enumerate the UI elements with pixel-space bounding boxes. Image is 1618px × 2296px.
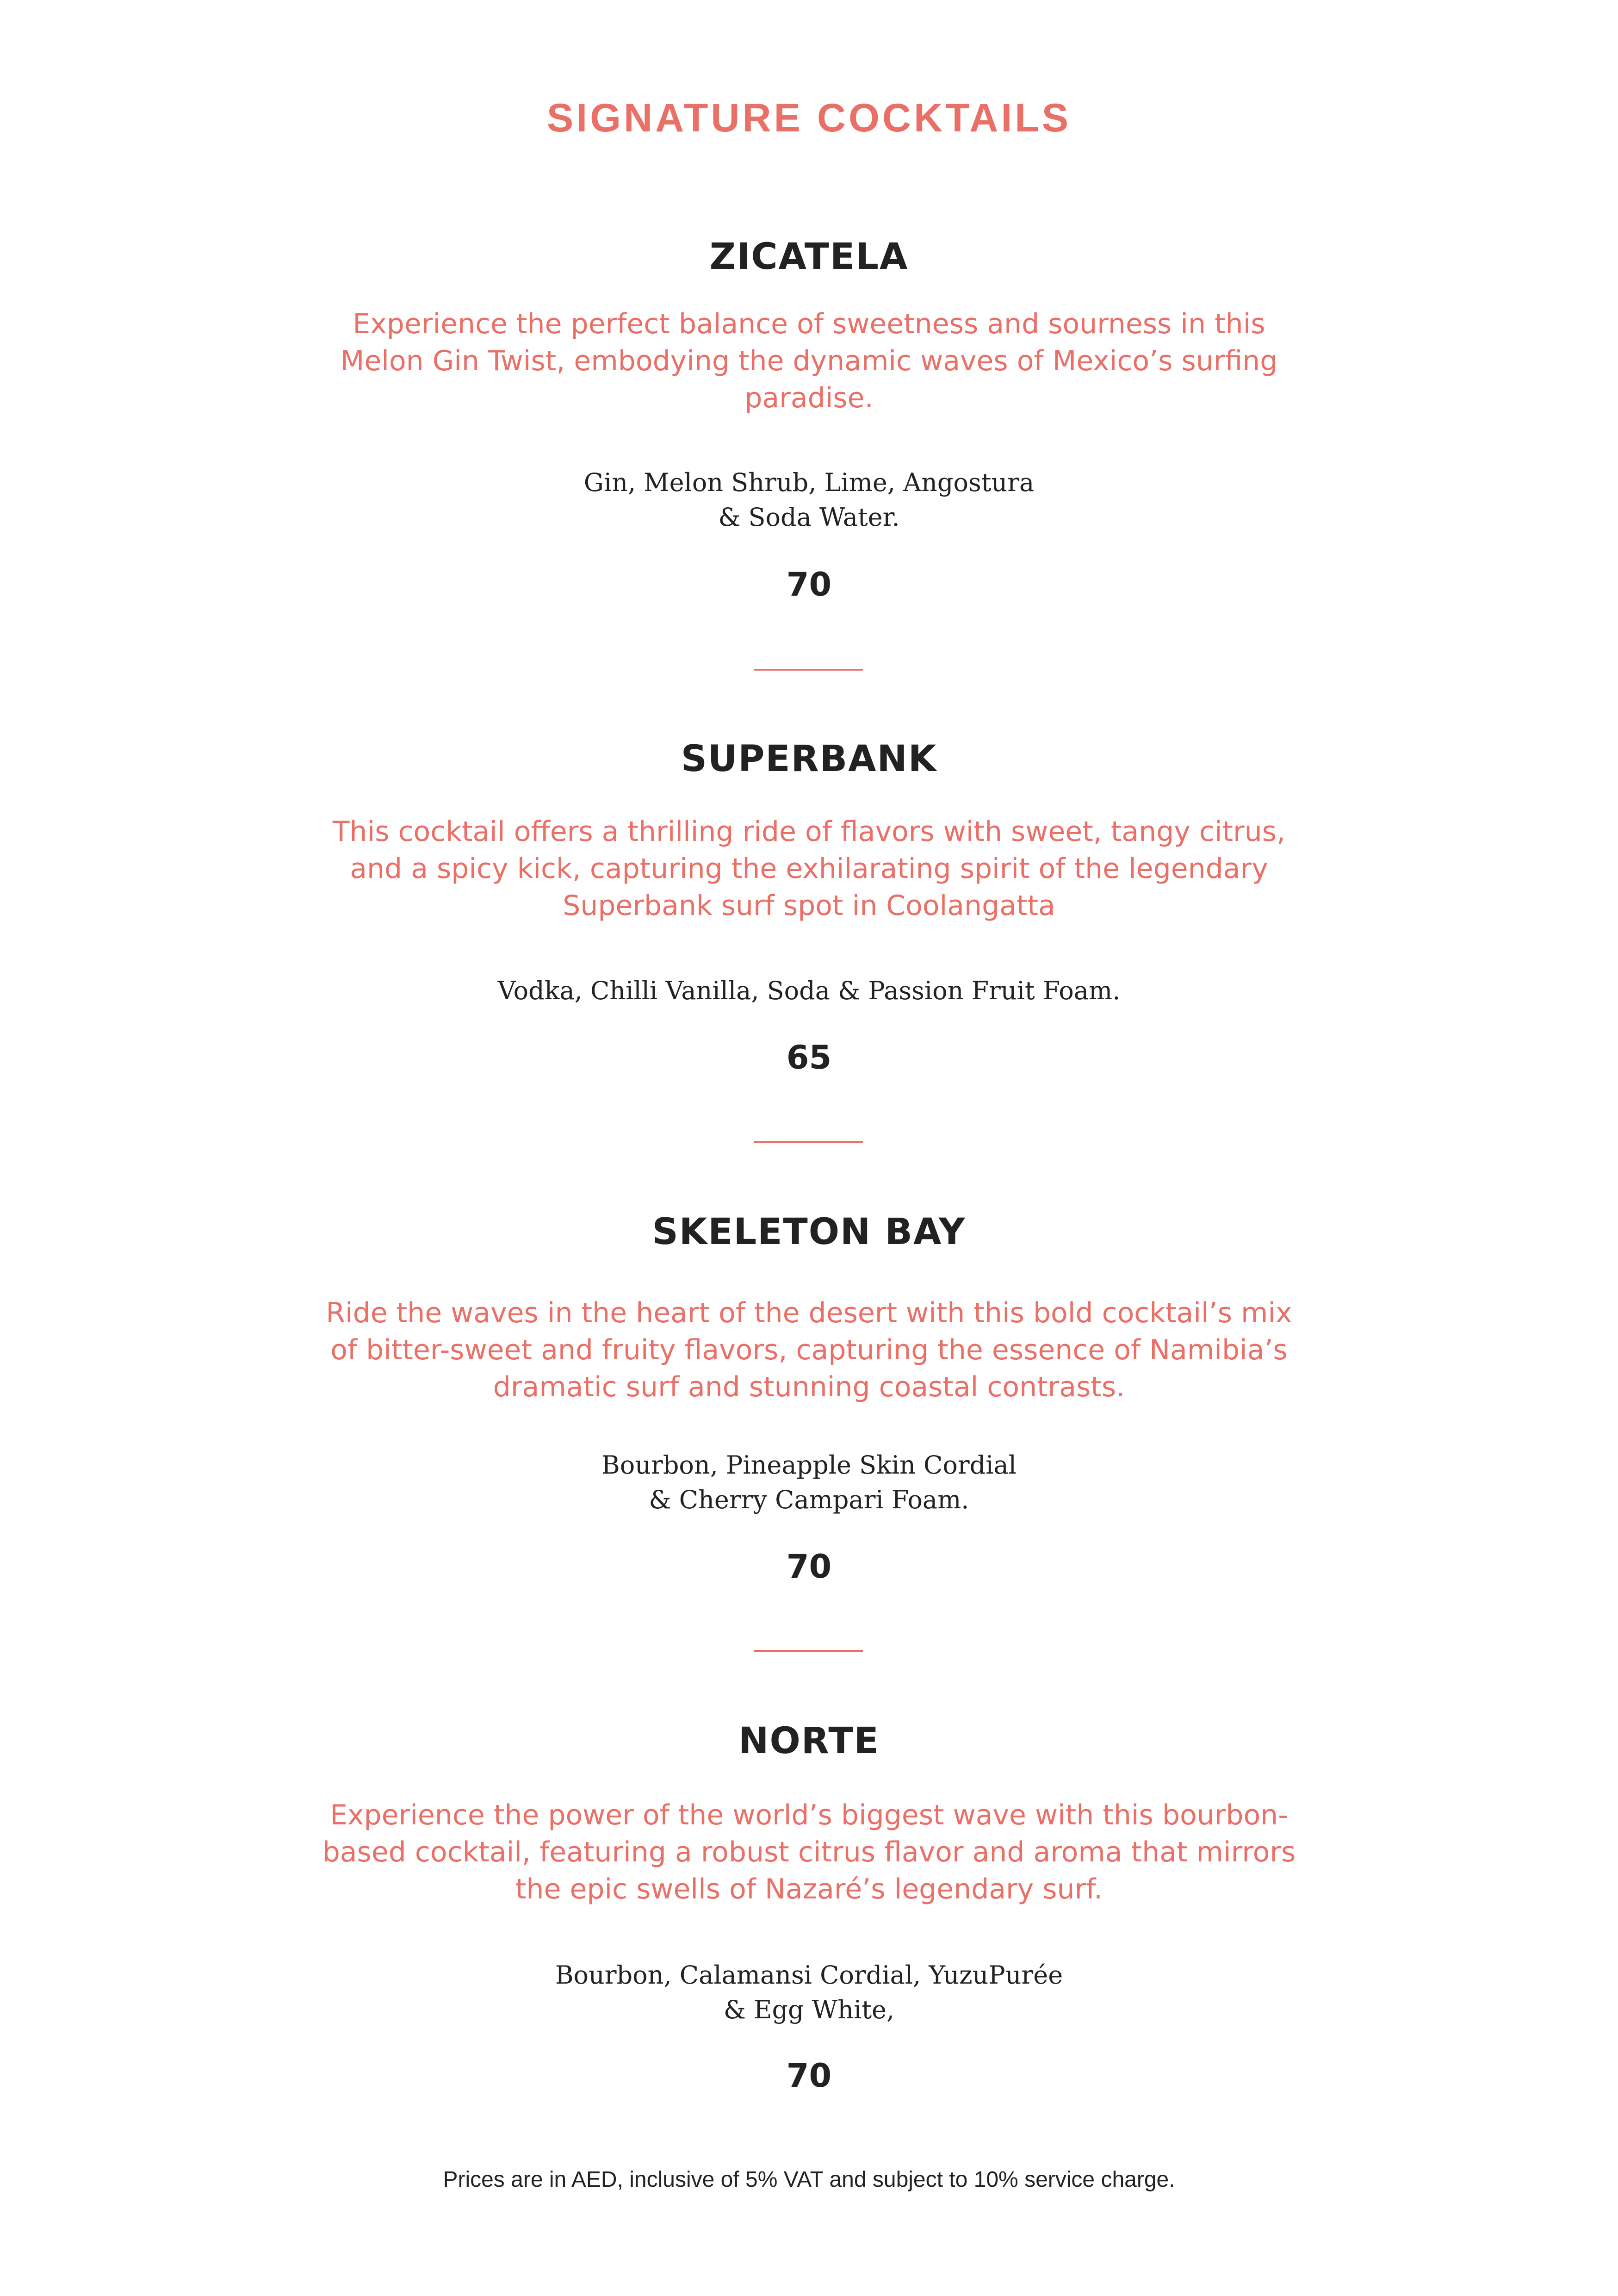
cocktail-ingredients <box>0 465 1618 535</box>
cocktail-ingredients <box>0 1448 1618 1517</box>
description-line: Experience the power of the world’s biggest wave with this bourbon- <box>330 1799 1288 1831</box>
cocktail-ingredients <box>0 973 1618 1008</box>
ingredients-line: Gin, Melon Shrub, Lime, Angostura <box>583 468 1035 497</box>
cocktail-name: SKELETON BAY <box>652 1211 966 1253</box>
cocktail-name: ZICATELA <box>709 236 909 278</box>
description-line: Melon Gin Twist, embodying the dynamic waves of Mexico’s surfing <box>340 345 1278 377</box>
ingredients-line: Bourbon, Calamansi Cordial, YuzuPurée <box>555 1960 1063 1990</box>
menu-title: SIGNATURE COCKTAILS <box>546 96 1072 140</box>
description-line: Ride the waves in the heart of the desert with this bold cocktail’s mix <box>326 1297 1292 1329</box>
description-line: the epic swells of Nazaré’s legendary surf. <box>515 1873 1103 1905</box>
ingredients-line: & Soda Water. <box>718 503 900 532</box>
description-line: paradise. <box>744 382 874 414</box>
section-divider <box>754 1141 863 1143</box>
ingredients-line: & Cherry Campari Foam. <box>649 1485 969 1514</box>
cocktail-price: 70 <box>786 2057 832 2095</box>
description-line: dramatic surf and stunning coastal contrasts. <box>493 1371 1125 1403</box>
section-divider <box>754 669 863 671</box>
ingredients-line: Vodka, Chilli Vanilla, Soda & Passion Fruit Foam. <box>497 976 1121 1005</box>
ingredients-line: Bourbon, Pineapple Skin Cordial <box>601 1450 1017 1480</box>
cocktail-ingredients <box>0 1958 1618 2027</box>
cocktail-name: SUPERBANK <box>681 738 937 780</box>
cocktail-description <box>0 305 1618 417</box>
cocktail-name: NORTE <box>738 1720 880 1762</box>
description-line: Experience the perfect balance of sweetness and sourness in this <box>353 308 1265 340</box>
cocktail-price: 65 <box>786 1039 832 1076</box>
price-footnote: Prices are in AED, inclusive of 5% VAT and subject to 10% service charge. <box>443 2167 1175 2192</box>
section-divider <box>754 1650 863 1652</box>
ingredients-line: & Egg White, <box>723 1995 895 2024</box>
cocktail-description <box>0 813 1618 924</box>
description-line: and a spicy kick, capturing the exhilarating spirit of the legendary <box>350 852 1268 885</box>
description-line: Superbank surf spot in Coolangatta <box>563 890 1055 922</box>
cocktail-description <box>0 1797 1618 1908</box>
cocktail-price: 70 <box>786 566 832 604</box>
description-line: based cocktail, featuring a robust citrus flavor and aroma that mirrors <box>322 1836 1296 1868</box>
description-line: This cocktail offers a thrilling ride of flavors with sweet, tangy citrus, <box>332 815 1286 848</box>
description-line: of bitter-sweet and fruity flavors, capturing the essence of Namibia’s <box>330 1334 1288 1366</box>
cocktail-description <box>0 1294 1618 1406</box>
cocktail-price: 70 <box>786 1548 832 1586</box>
